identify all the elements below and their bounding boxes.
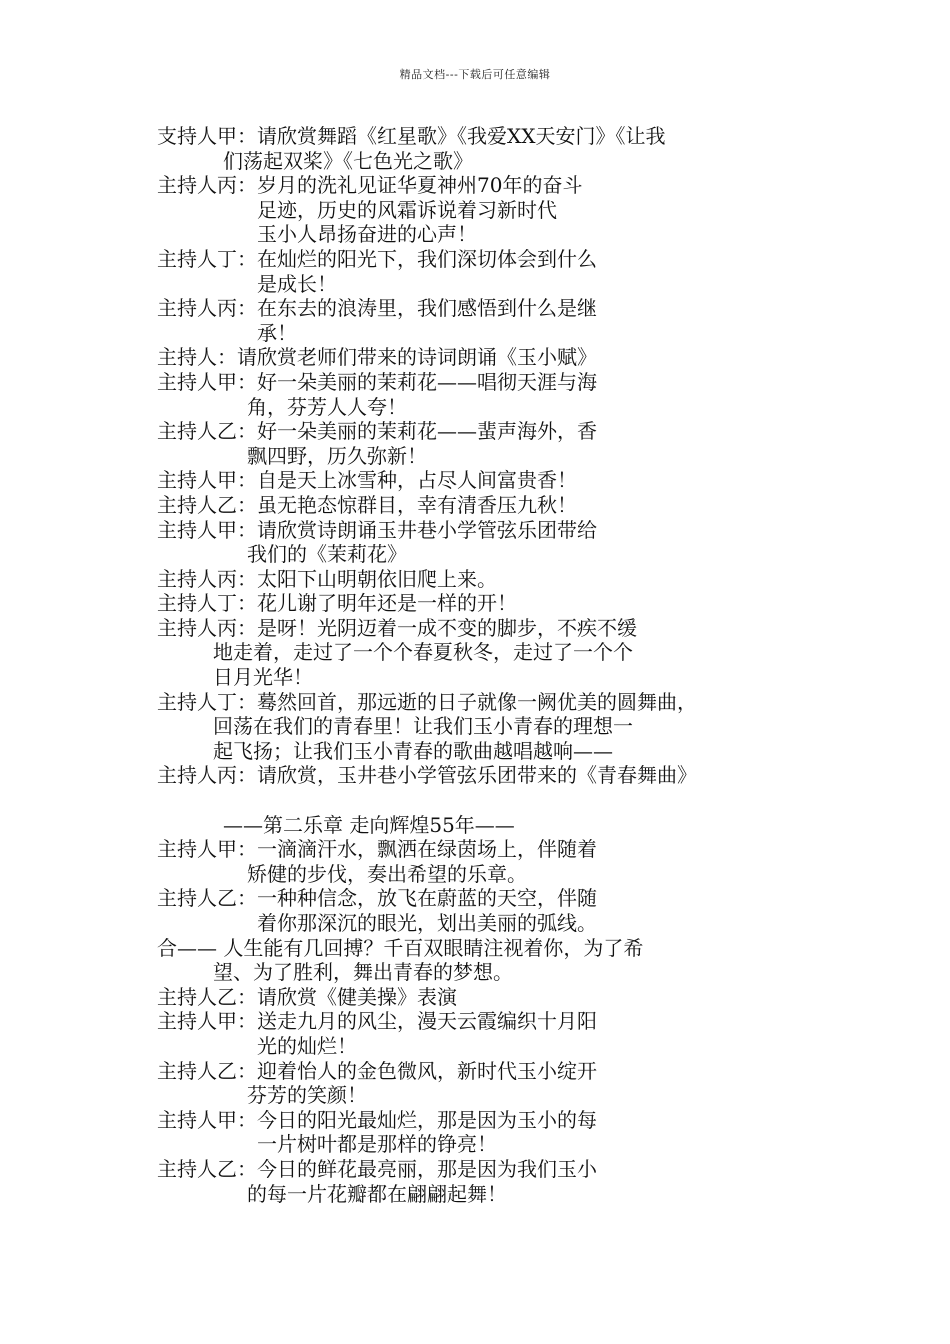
script-line: 是成长！ <box>257 271 337 296</box>
script-line: 主持人甲：请欣赏诗朗诵玉井巷小学管弦乐团带给 <box>157 517 597 542</box>
script-line: 我们的《茉莉花》 <box>247 542 407 567</box>
script-line: 承！ <box>257 320 297 345</box>
script-line: 主持人丙：太阳下山明朝依旧爬上来。 <box>157 566 497 591</box>
script-line: 望、为了胜利，舞出青春的梦想。 <box>213 960 513 985</box>
script-line: 主持人丁：蓦然回首，那远逝的日子就像一阙优美的圆舞曲， <box>157 689 697 714</box>
script-line: 支持人甲：请欣赏舞蹈《红星歌》《我爱XX天安门》《让我 <box>157 124 666 148</box>
script-line: 主持人甲：送走九月的风尘，漫天云霞编织十月阳 <box>157 1009 597 1034</box>
script-line: 主持人甲：自是天上冰雪种，占尽人间富贵香！ <box>157 468 577 493</box>
script-line: 角，芬芳人人夸！ <box>247 394 407 419</box>
script-line: 主持人乙：好一朵美丽的茉莉花——蜚声海外，香 <box>157 419 597 444</box>
script-line: 芬芳的笑颜！ <box>247 1083 367 1108</box>
script-line: 主持人丁：花儿谢了明年还是一样的开！ <box>157 591 517 616</box>
script-line: 回荡在我们的青春里！让我们玉小青春的理想一 <box>213 714 633 739</box>
script-body <box>157 124 797 1206</box>
script-line: 起飞扬；让我们玉小青春的歌曲越唱越响—— <box>213 738 613 763</box>
script-line: 日月光华！ <box>213 665 313 690</box>
script-line: 主持人甲：好一朵美丽的茉莉花——唱彻天涯与海 <box>157 369 597 394</box>
script-line: 主持人乙：今日的鲜花最亮丽，那是因为我们玉小 <box>157 1156 597 1181</box>
script-line: 光的灿烂！ <box>257 1033 357 1058</box>
script-line: 主持人乙：虽无艳态惊群目，幸有清香压九秋！ <box>157 492 577 517</box>
script-line: 主持人甲：今日的阳光最灿烂，那是因为玉小的每 <box>157 1107 597 1132</box>
script-line: 足迹，历史的风霜诉说着习新时代 <box>257 197 557 222</box>
script-line: 主持人乙：一种种信念，放飞在蔚蓝的天空，伴随 <box>157 886 597 911</box>
script-line: ——第二乐章 走向辉煌55年—— <box>223 812 515 837</box>
script-line: 飘四野，历久弥新！ <box>247 443 427 468</box>
script-line: 主持人：请欣赏老师们带来的诗词朗诵《玉小赋》 <box>157 345 597 370</box>
blank-line <box>157 788 797 813</box>
script-line: 的每一片花瓣都在翩翩起舞！ <box>247 1181 507 1206</box>
script-line: 们荡起双桨》《七色光之歌》 <box>223 148 473 173</box>
script-line: 一片树叶都是那样的铮亮！ <box>257 1132 497 1157</box>
script-line: 合—— 人生能有几回搏？千百双眼睛注视着你，为了希 <box>157 935 644 960</box>
script-line: 地走着，走过了一个个春夏秋冬，走过了一个个 <box>213 640 633 665</box>
script-line: 主持人丙：岁月的洗礼见证华夏神州70年的奋斗 <box>157 173 583 198</box>
script-line: 主持人丙：在东去的浪涛里，我们感悟到什么是继 <box>157 296 597 321</box>
script-line: 主持人丙：是呀！光阴迈着一成不变的脚步，不疾不缓 <box>157 615 637 640</box>
script-line: 矫健的步伐，奏出希望的乐章。 <box>247 861 527 886</box>
script-line: 主持人乙：请欣赏《健美操》表演 <box>157 984 457 1009</box>
script-line: 玉小人昂扬奋进的心声！ <box>257 222 477 247</box>
script-line: 着你那深沉的眼光，划出美丽的弧线。 <box>257 911 597 935</box>
script-line: 主持人乙：迎着怡人的金色微风，新时代玉小绽开 <box>157 1058 597 1083</box>
script-line: 主持人丁：在灿烂的阳光下，我们深切体会到什么 <box>157 246 597 271</box>
script-line: 主持人甲：一滴滴汗水，飘洒在绿茵场上，伴随着 <box>157 837 597 862</box>
script-line: 主持人丙：请欣赏，玉井巷小学管弦乐团带来的《青春舞曲》 <box>157 763 697 788</box>
page-header: 精品文档---下载后可任意编辑 <box>399 68 551 81</box>
